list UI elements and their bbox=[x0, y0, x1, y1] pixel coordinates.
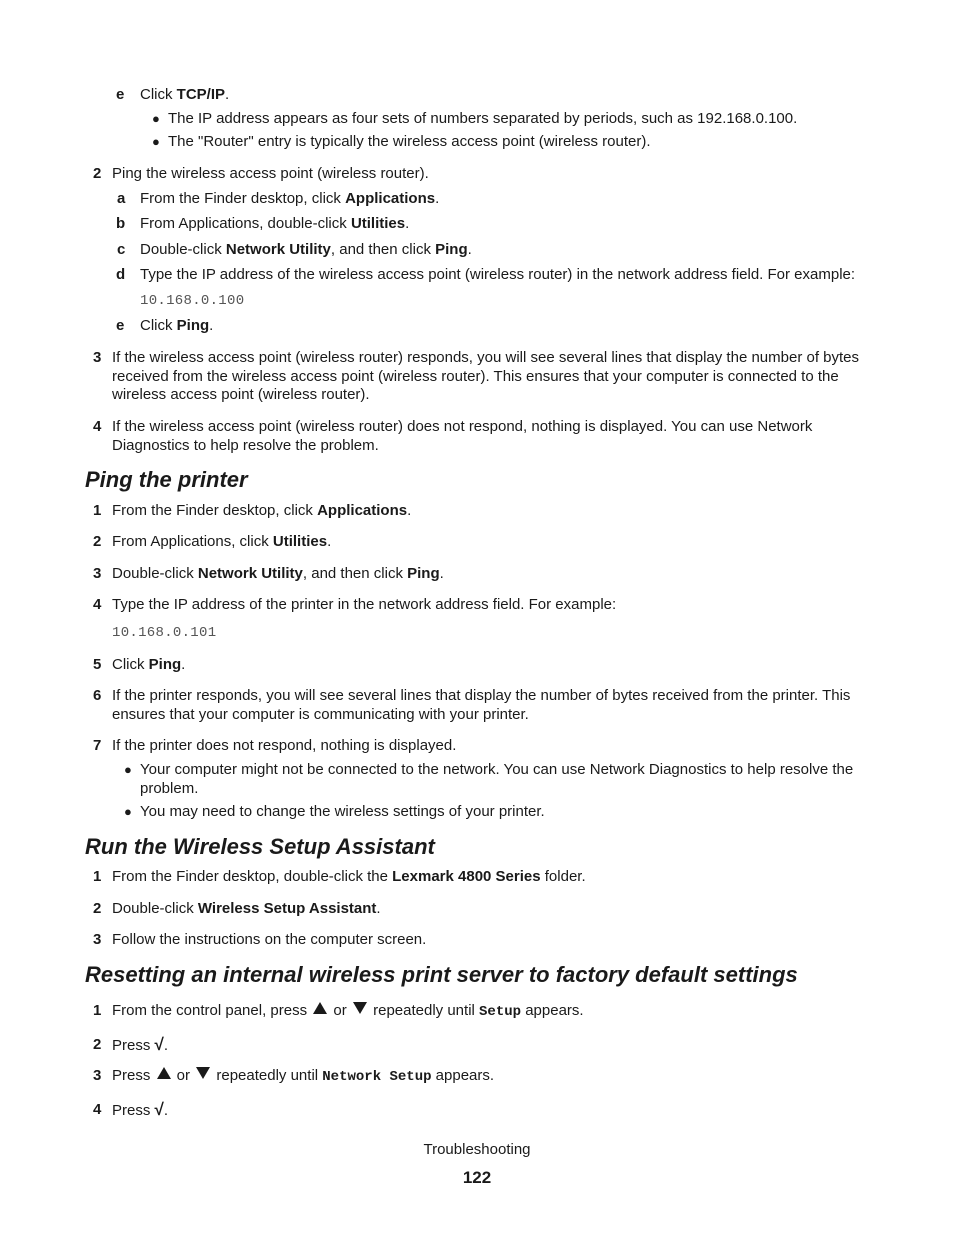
step-number: 3 bbox=[93, 1067, 102, 1084]
step-text: Press √. bbox=[112, 1100, 169, 1119]
substep-letter: e bbox=[116, 317, 125, 334]
step-number: 2 bbox=[93, 900, 102, 917]
step-text: Double-click Wireless Setup Assistant. bbox=[112, 900, 381, 917]
step-number: 4 bbox=[93, 1101, 102, 1118]
bullet-text: Your computer might not be connected to the network. You can use Network Diagnostics to help resolve the problem. bbox=[140, 761, 854, 797]
section-heading-wireless-setup: Run the Wireless Setup Assistant bbox=[85, 834, 435, 859]
step-number: 4 bbox=[93, 418, 102, 435]
step-text: Press √. bbox=[112, 1035, 169, 1054]
substep-letter: c bbox=[117, 241, 126, 258]
step-number: 1 bbox=[93, 502, 102, 519]
step-text: If the printer does not respond, nothing is displayed. bbox=[112, 737, 457, 754]
step-text: If the wireless access point (wireless router) responds, you will see several lines that display the number of bytes received from the wireless access point (wireless router). This ensures that your computer is connected to the wireless access point (wireless router). bbox=[112, 349, 860, 403]
example-ip-router: 10.168.0.100 bbox=[140, 293, 245, 309]
step-text: If the wireless access point (wireless router) does not respond, nothing is displayed. You can use Network Diagnostics to help resolve the problem. bbox=[112, 418, 813, 454]
step-text: Ping the wireless access point (wireless router). bbox=[112, 165, 429, 182]
step-text: Press or repeatedly until Network Setup appears. bbox=[112, 1067, 495, 1085]
step-number: 6 bbox=[93, 687, 102, 704]
step-text: Double-click Network Utility, and then click Ping. bbox=[112, 565, 444, 582]
step-number: 3 bbox=[93, 349, 102, 366]
step-number: 2 bbox=[93, 533, 102, 550]
bullet-router-text: The "Router" entry is typically the wireless access point (wireless router). bbox=[168, 133, 651, 150]
section-heading-reset: Resetting an internal wireless print server to factory default settings bbox=[85, 962, 798, 987]
up-arrow-icon bbox=[157, 1067, 171, 1079]
step-number: 2 bbox=[93, 165, 102, 182]
step-text: From Applications, click Utilities. bbox=[112, 533, 332, 550]
down-arrow-icon bbox=[353, 1002, 367, 1014]
down-arrow-icon bbox=[196, 1067, 210, 1079]
bullet bbox=[124, 803, 132, 822]
step-number: 3 bbox=[93, 565, 102, 582]
step-text: Click Ping. bbox=[112, 656, 186, 673]
footer-section-name: Troubleshooting bbox=[423, 1141, 531, 1158]
step-number: 4 bbox=[93, 596, 102, 613]
up-arrow-icon bbox=[313, 1002, 327, 1014]
step-text: If the printer responds, you will see several lines that display the number of bytes received from the printer. This ensures that your computer is communicating with your printer. bbox=[112, 687, 851, 723]
checkmark-icon: √ bbox=[154, 1100, 164, 1119]
bullet-ip-address-text: The IP address appears as four sets of numbers separated by periods, such as 192.168.0.100. bbox=[168, 110, 798, 127]
substep-letter: a bbox=[117, 190, 126, 207]
bullet-text: You may need to change the wireless settings of your printer. bbox=[140, 803, 545, 820]
bullet-router bbox=[152, 133, 160, 152]
step-number: 2 bbox=[93, 1036, 102, 1053]
substep-text: Click Ping. bbox=[140, 317, 214, 334]
step-number: 7 bbox=[93, 737, 102, 754]
step-text: Type the IP address of the printer in the network address field. For example: bbox=[112, 596, 617, 613]
step-text: Follow the instructions on the computer screen. bbox=[112, 931, 427, 948]
step-number: 5 bbox=[93, 656, 102, 673]
bullet bbox=[124, 761, 132, 780]
step-text: From the control panel, press or repeatedly until Setup appears. bbox=[112, 1002, 584, 1020]
bullet-ip-address bbox=[152, 110, 160, 129]
substep-letter: b bbox=[116, 215, 126, 232]
page-number: 122 bbox=[462, 1168, 492, 1187]
substep-text: Double-click Network Utility, and then click Ping. bbox=[140, 241, 472, 258]
substep-e: e bbox=[116, 86, 125, 103]
substep-text: Type the IP address of the wireless access point (wireless router) in the network address field. For example: bbox=[140, 266, 856, 283]
substep-e-text: Click TCP/IP. bbox=[140, 86, 230, 103]
step-number: 1 bbox=[93, 1002, 102, 1019]
checkmark-icon: √ bbox=[154, 1035, 164, 1054]
step-text: From the Finder desktop, double-click the Lexmark 4800 Series folder. bbox=[112, 868, 586, 885]
example-ip-printer: 10.168.0.101 bbox=[112, 625, 217, 641]
substep-text: From the Finder desktop, click Applications. bbox=[140, 190, 440, 207]
step-number: 1 bbox=[93, 868, 102, 885]
step-text: From the Finder desktop, click Applications. bbox=[112, 502, 412, 519]
substep-text: From Applications, double-click Utilities. bbox=[140, 215, 410, 232]
bullet-icon: ● bbox=[152, 111, 160, 126]
bullet-icon: ● bbox=[124, 762, 132, 777]
bullet-icon: ● bbox=[152, 134, 160, 149]
step-number: 3 bbox=[93, 931, 102, 948]
substep-letter: d bbox=[116, 266, 126, 283]
section-heading-ping-printer: Ping the printer bbox=[85, 467, 248, 492]
bullet-icon: ● bbox=[124, 804, 132, 819]
